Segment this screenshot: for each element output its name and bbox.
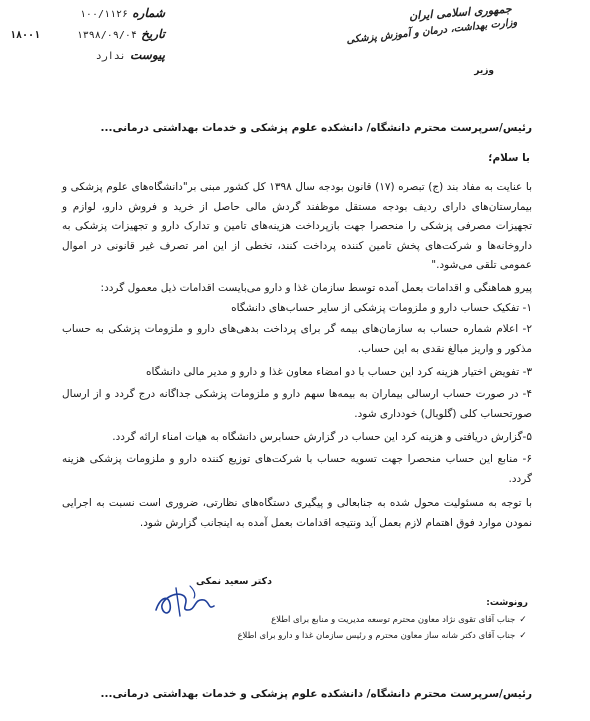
signature-mark (150, 580, 220, 620)
addressee: رئیس/سرپرست محترم دانشگاه/ دانشکده علوم پزشکی و خدمات بهداشتی درمانی... (100, 122, 532, 134)
list-item-3: ۳- تفویض اختیار هزینه کرد این حساب با دو امضاء معاون غذا و دارو و مدیر مالی دانشگاه (145, 366, 532, 378)
list-item-5: ۵-گزارش دریافتی و هزینه کرد این حساب در گزارش حسابرس دانشگاه به هیات امناء ارائه گردد. (112, 431, 532, 443)
emblem-role: وزیر (474, 66, 494, 76)
footer-addressee: رئیس/سرپرست محترم دانشگاه/ دانشکده علوم پزشکی و خدمات بهداشتی درمانی... (100, 688, 532, 700)
reference-code: ۱۸۰۰۱ (10, 30, 41, 41)
signer-name: دکتر سعید نمکی (196, 576, 272, 587)
closing-paragraph: با توجه به مسئولیت محول شده به جنابعالی و پیگیری دستگاه‌های نظارتی، ضروری است نسبت به اجرایی نمودن موارد فوق اهتمام لازم بعمل آید ونتیجه اقدامات بعمل آمده به اینجانب گزارش شود. (62, 497, 532, 529)
list-item-6: ۶- منابع این حساب منحصرا جهت تسویه حساب با شرکت‌های توزیع کننده دارو و ملزومات پزشکی هزینه گردد. (62, 453, 532, 485)
letter-number-value: ۱۰۰/۱۱۲۶ (79, 9, 129, 20)
list-item-1: ۱- تفکیک حساب دارو و ملزومات پزشکی از سایر حساب‌های دانشگاه (231, 302, 532, 314)
greeting: با سلام؛ (488, 152, 530, 164)
cc-item-2-text: جناب آقای دکتر شانه ساز معاون محترم و رئیس سازمان غذا و دارو برای اطلاع (237, 631, 516, 641)
cc-item-1-text: جناب آقای تقوی نژاد معاون محترم توسعه مدیریت و منابع برای اطلاع (271, 615, 516, 625)
cc-title: رونوشت: (486, 598, 528, 608)
list-item-2: ۲- اعلام شماره حساب به سازمان‌های بیمه گر برای پرداخت بدهی‌های دارو و ملزومات پزشکی به حساب مذکور و واریز مبالغ نقدی به این حساب. (62, 323, 532, 355)
letter-number-label: شماره (132, 6, 165, 20)
body-paragraph: با عنایت به مفاد بند (ج) تبصره (۱۷) قانون بودجه سال ۱۳۹۸ کل کشور مبنی بر"دانشگاه‌های علوم پزشکی و بیمارستان‌های دارای ردیف بودجه مستقل موظفند گردش مالی حاصل از خرید و فروش دارو، لوازم و تجهیزات مصرفی پزشکی را منحصرا جهت بازپرداخت هزینه‌های تامین و تدارک دارو و تجهیزات پزشکی به داروخانه‌ها و شرکت‌های پخش تامین کننده پرداخت کنند، تخطی از این امر تصرف غیر قانونی در اموال عمومی تلقی می‌شود." (62, 181, 533, 272)
list-item-4: ۴- در صورت حساب ارسالی بیماران به بیمه‌ها سهم دارو و ملزومات پزشکی جداگانه درج گردد و از ارسال صورتحساب کلی (گلوبال) خودداری شود. (62, 388, 532, 420)
letter-attachment-label: پیوست (130, 48, 165, 62)
letter-attachment-value: ندارد (95, 51, 126, 62)
letter-attachment (55, 48, 165, 62)
letter-date (55, 27, 165, 41)
emblem-line-1: جمهوری اسلامی ایران (408, 2, 513, 23)
emblem-line-2: وزارت بهداشت، درمان و آموزش پزشکی (346, 17, 519, 46)
list-intro: پیرو هماهنگی و اقدامات بعمل آمده توسط سازمان غذا و دارو می‌بایست اقدامات ذیل معمول گردد: (100, 282, 532, 294)
cc-item-1 (271, 615, 528, 625)
letter-date-value: ۱۳۹۸/۰۹/۰۴ (76, 30, 137, 41)
letter-number (55, 6, 165, 20)
cc-item-2 (237, 631, 528, 641)
letter-date-label: تاریخ (141, 27, 165, 41)
checkmark-icon: ✓ (519, 631, 527, 641)
checkmark-icon: ✓ (519, 615, 527, 625)
